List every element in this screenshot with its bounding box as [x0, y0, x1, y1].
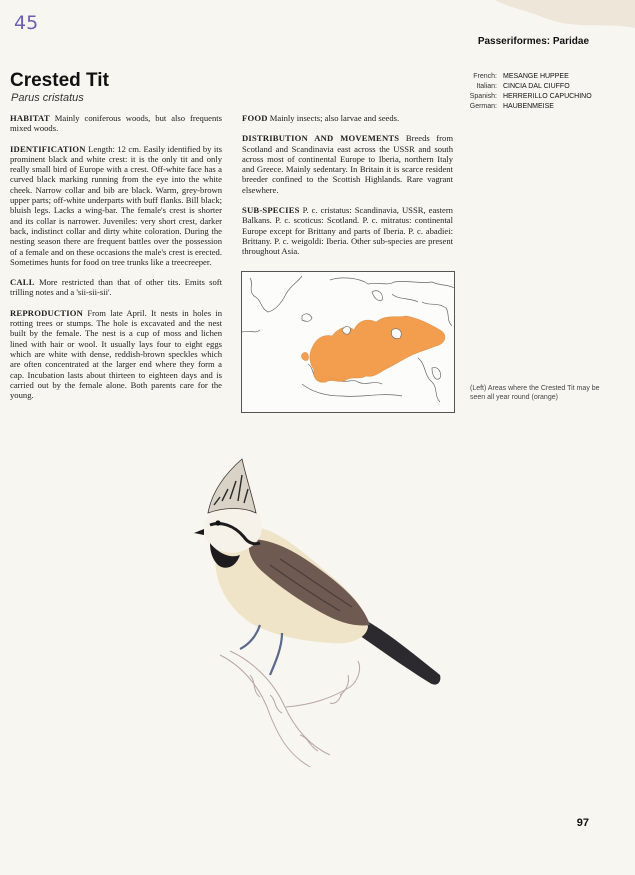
- distribution-text: Breeds from Scotland and Scandinavia east across the USSR and south across most of continental Europe to Iberia, northern Italy and Greece. Mainly sedentary. In Britain it is scarce resident breeder confined to the Scottish Highlands. Rare vagrant elsewhere.: [242, 133, 454, 195]
- subspecies-paragraph: [242, 205, 453, 256]
- identification-heading: IDENTIFICATION: [10, 143, 86, 154]
- species-latin-name: Parus cristatus: [11, 92, 84, 104]
- name-row-italian: [452, 82, 592, 92]
- eye: [215, 520, 220, 525]
- reproduction-heading: REPRODUCTION: [10, 307, 84, 318]
- crest: [208, 459, 256, 513]
- call-paragraph: [10, 277, 222, 298]
- name-row-spanish: [452, 92, 592, 102]
- food-heading: FOOD: [242, 113, 268, 123]
- habitat-heading: HABITAT: [10, 113, 50, 123]
- lang-label: Italian:: [476, 83, 497, 90]
- bill: [194, 529, 204, 535]
- name-value: HERRERILLO CAPUCHINO: [503, 93, 592, 100]
- distribution-heading: DISTRIBUTION AND MOVEMENTS: [242, 133, 400, 144]
- subspecies-text: P. c. cristatus: Scandinavia, USSR, eastern Balkans. P. c. scoticus: Scotland. P. c. mitratus: continental Europe except for Brittany and parts of Iberia. P. c. abadiei: Brittany. P. c. weigoldi: Iberia. Other sub-species are present throughout Asia.: [242, 205, 453, 257]
- habitat-paragraph: [10, 113, 222, 134]
- call-heading: CALL: [10, 277, 35, 288]
- species-title: Crested Tit: [10, 70, 109, 91]
- lang-label: Spanish:: [469, 93, 497, 100]
- family-header: Passeriformes: Paridae: [477, 36, 589, 47]
- call-text: More restricted than that of other tits. Emits soft trilling notes and a 'sii-sii-sii'.: [10, 277, 222, 298]
- name-value: CINCIA DAL CIUFFO: [503, 83, 570, 90]
- name-row-german: [452, 102, 592, 112]
- food-paragraph: [242, 113, 453, 123]
- identification-paragraph: [10, 144, 222, 268]
- page-number: 97: [576, 817, 589, 829]
- lang-label: German:: [469, 103, 497, 110]
- identification-text: Length: 12 cm. Easily identified by its prominent black and white crest: it is the only tit and only really small bird of Europe with a crest. Off-white face has a curved black marking running from the eye into the white cheek. Narrow collar and bib are black. Warm, grey-brown upper parts; off-white underparts with buff flanks. Bill black; bluish legs. Lacks a wing-bar. The female's crest is shorter and its collar is narrower. Juveniles: very short crest, darker back, indistinct collar and dirty white coloration. During the nesting season there are frequent battles over the possession of a female and on these occasions the male's crest is erected. Sometimes hunts for food on tree trunks like a treecreeper.: [10, 143, 222, 267]
- name-value: MESANGE HUPPEE: [503, 73, 569, 80]
- map-caption: (Left) Areas where the Crested Tit may be seen all year round (orange): [470, 385, 600, 401]
- distribution-paragraph: [242, 133, 453, 195]
- text-column-left: [10, 113, 222, 410]
- name-row-french: [452, 72, 592, 82]
- text-column-right: [242, 113, 453, 267]
- branch: [220, 651, 360, 767]
- lang-label: French:: [473, 73, 497, 80]
- food-text: Mainly insects; also larvae and seeds.: [269, 113, 400, 123]
- subspecies-heading: SUB-SPECIES: [242, 205, 300, 216]
- reproduction-text: From late April. It nests in holes in rotting trees or stumps. The hole is excavated and the nest built by the female. The nest is a cup of moss and lichen lined with hair or wool. It usually lays four to eight eggs which are white with dense, reddish-brown speckles which are often concentrated at the larger end where they form a cap. Incubation lasts about thirteen to eighteen days and is carried out by the female alone. Both parents care for the young.: [10, 307, 222, 401]
- handwritten-page-number: 45: [14, 12, 39, 34]
- range-area-icon: [301, 316, 444, 382]
- distribution-map: [241, 271, 455, 413]
- name-value: HAUBENMEISE: [503, 103, 554, 110]
- foreign-names: [452, 72, 592, 112]
- tail: [356, 617, 440, 685]
- crested-tit-illustration-icon: [190, 455, 460, 775]
- habitat-text: Mainly coniferous woods, but also frequents mixed woods.: [10, 113, 222, 134]
- reproduction-paragraph: [10, 308, 222, 401]
